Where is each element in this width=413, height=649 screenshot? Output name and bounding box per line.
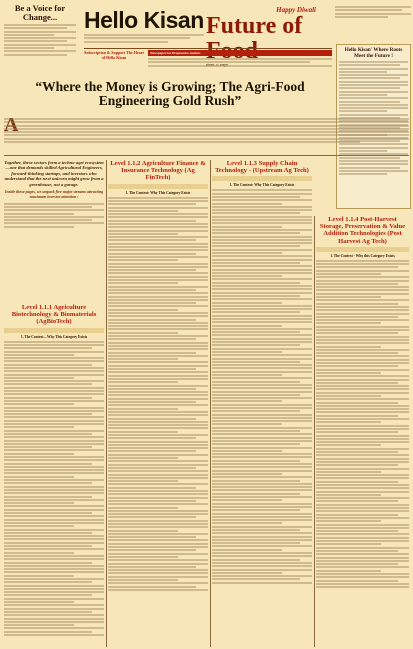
subscription-strip [84, 48, 332, 76]
section-bar [316, 247, 409, 252]
brand-tagline [84, 34, 204, 43]
progressive-readers-banner: Newspaper for Progressive readers [148, 50, 332, 56]
main-headline [4, 80, 336, 116]
issue-date: सोमवार, 25 अक्टूबर [206, 63, 228, 67]
column-agfintech [108, 160, 208, 647]
column-agbiotech [4, 304, 104, 647]
section-divider [4, 155, 409, 156]
headline-text: “Where the Money is Growing; The Agri-Food Engineering Gold Rush” [35, 79, 305, 108]
section-bar [212, 176, 312, 181]
brand-name: Hello Kisan [84, 7, 204, 33]
column-rule [210, 160, 211, 647]
section-bar [4, 328, 104, 333]
column-rule [314, 216, 315, 647]
section-heading: 1. The Context: Why This Category Exists [229, 183, 295, 188]
lede-paragraph [4, 116, 409, 152]
section-heading: 1. The Context: Why This Category Exists [125, 190, 191, 195]
subscription-label: Subscription & Support The Heart of Hello Kisan [84, 50, 144, 60]
left-body-text [4, 24, 76, 56]
column-rule [106, 160, 107, 647]
section-heading: 1. The Context - Why this Category Exists [330, 253, 395, 258]
masthead-future-of-food [206, 6, 336, 67]
pull-quote-box [4, 160, 104, 302]
paper-title: Future of [206, 13, 303, 39]
pull-quote: Together, these sectors form a techno-agri ecosystem—one that demands skilled Agricultural Engineers, forward-thinking startups, and investors who understand that the next unicorn might grow from a greenhouse, not a garage. [4, 160, 104, 187]
pull-quote-intro: Inside these pages, we unpack five major streams attracting maximum investor attention : [4, 189, 104, 199]
level-title: Level 1.1.4 Post-Harvest Storage, Preservation & Value Addition Technologies (Post Harvest Ag Tech) [319, 216, 406, 245]
column-supply-chain [212, 160, 312, 647]
level-title: Level 1.1.1 Agriculture Biotechnology & Biomaterials (AgBioTech) [11, 304, 97, 326]
section-heading: 1. The Context—Why This Category Exists [20, 334, 88, 339]
voice-title: Be a Voice for Change... [14, 3, 66, 22]
issue-info [335, 4, 411, 42]
column-post-harvest [316, 216, 409, 647]
diwali-greeting: Happy Diwali [276, 6, 316, 14]
masthead-left-box [4, 4, 76, 72]
section-bar [108, 184, 208, 189]
sidebar-title: Hello Kisan' Where Roots Meet the Future ! [344, 47, 403, 59]
level-title: Level 1.1.2 Agriculture Finance & Insurance Technology (Ag FinTech) [110, 160, 206, 182]
drop-cap: A [4, 114, 19, 136]
level-title: Level 1.1.3 Supply Chain Technology - (Upstream Ag Tech) [215, 160, 309, 175]
masthead-brand [84, 8, 204, 44]
